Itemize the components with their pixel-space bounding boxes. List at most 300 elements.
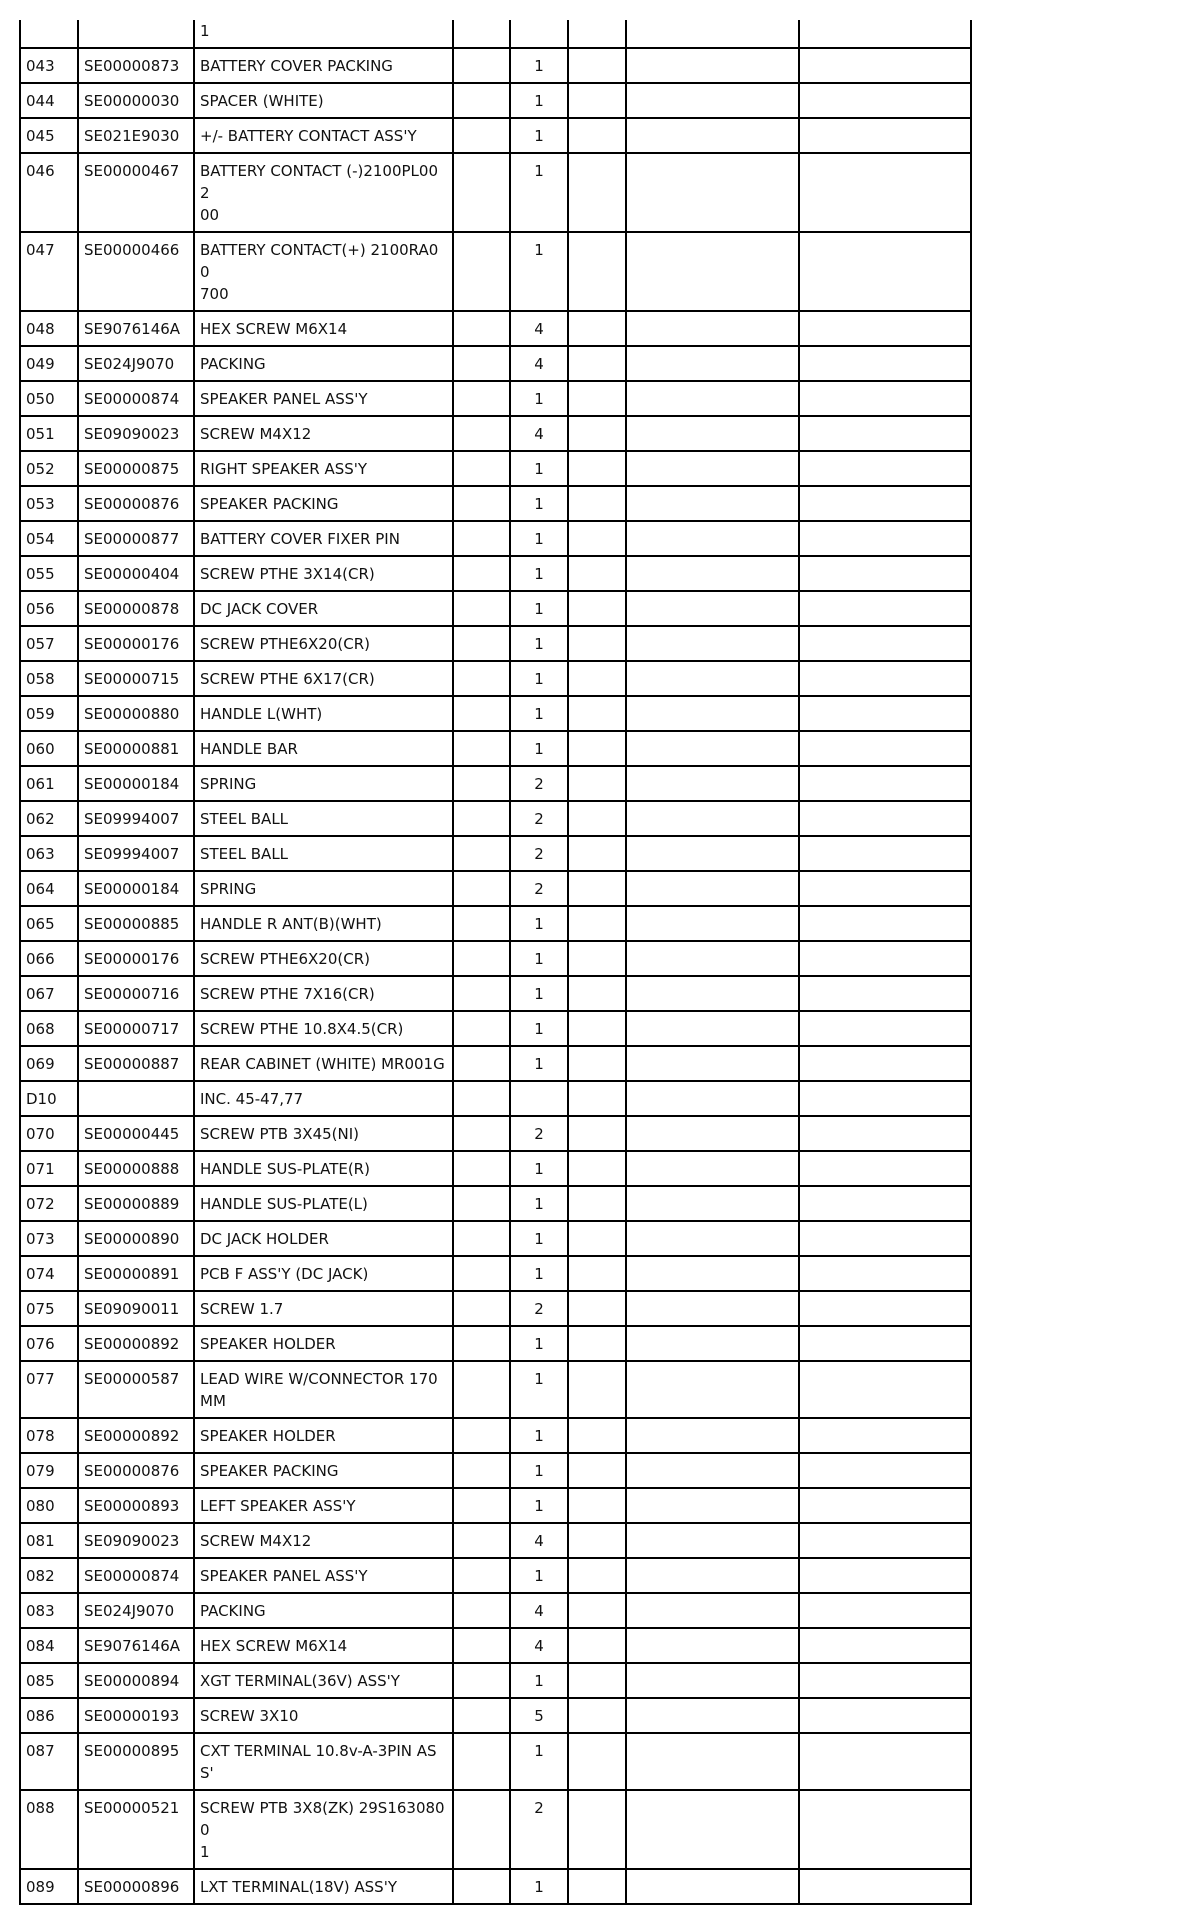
empty-cell [453,696,510,731]
empty-cell [568,661,626,696]
empty-cell [568,1011,626,1046]
empty-cell [799,416,971,451]
empty-cell [453,836,510,871]
quantity-cell: 1 [510,83,568,118]
empty-cell [799,1186,971,1221]
description-cell: HEX SCREW M6X14 [194,1628,453,1663]
empty-cell [453,1790,510,1869]
description-cell: DC JACK HOLDER [194,1221,453,1256]
empty-cell [626,661,799,696]
parts-table [19,20,972,1905]
description-cell: PACKING [194,1593,453,1628]
quantity-cell: 1 [510,626,568,661]
item-number-cell: 072 [20,1186,78,1221]
description-cell: BATTERY CONTACT(+) 2100RA00 700 [194,232,453,311]
quantity-cell: 1 [510,1453,568,1488]
empty-cell [453,1361,510,1418]
item-number-cell: 047 [20,232,78,311]
empty-cell [568,1698,626,1733]
empty-cell [626,48,799,83]
empty-cell [799,486,971,521]
item-number-cell: 049 [20,346,78,381]
quantity-cell: 1 [510,1361,568,1418]
quantity-cell [510,1081,568,1116]
description-cell: LXT TERMINAL(18V) ASS'Y [194,1869,453,1904]
item-number-cell: 089 [20,1869,78,1904]
description-cell: 1 [194,20,453,48]
empty-cell [568,311,626,346]
empty-cell [626,1291,799,1326]
empty-cell [626,906,799,941]
item-number-cell [20,20,78,48]
description-cell: BATTERY CONTACT (-)2100PL002 00 [194,153,453,232]
empty-cell [453,801,510,836]
part-number-cell: SE9076146A [78,1628,194,1663]
item-number-cell: 054 [20,521,78,556]
empty-cell [626,1326,799,1361]
empty-cell [799,1488,971,1523]
empty-cell [453,1326,510,1361]
part-number-cell: SE00000890 [78,1221,194,1256]
empty-cell [453,416,510,451]
empty-cell [799,48,971,83]
empty-cell [626,696,799,731]
empty-cell [626,521,799,556]
table-row [20,1116,971,1151]
part-number-cell: SE00000895 [78,1733,194,1790]
empty-cell [799,1291,971,1326]
table-row [20,871,971,906]
part-number-cell: SE00000875 [78,451,194,486]
description-cell: SPEAKER PACKING [194,1453,453,1488]
empty-cell [799,1418,971,1453]
part-number-cell: SE00000715 [78,661,194,696]
item-number-cell: 078 [20,1418,78,1453]
empty-cell [568,451,626,486]
empty-cell [453,766,510,801]
empty-cell [568,1116,626,1151]
description-cell: HANDLE R ANT(B)(WHT) [194,906,453,941]
part-number-cell: SE09090011 [78,1291,194,1326]
description-cell: SCREW PTB 3X45(NI) [194,1116,453,1151]
part-number-cell: SE00000878 [78,591,194,626]
empty-cell [453,906,510,941]
empty-cell [453,591,510,626]
item-number-cell: 083 [20,1593,78,1628]
table-row [20,1011,971,1046]
table-row [20,153,971,232]
description-cell: SCREW 3X10 [194,1698,453,1733]
empty-cell [626,1790,799,1869]
quantity-cell: 1 [510,591,568,626]
quantity-cell: 4 [510,1523,568,1558]
quantity-cell: 1 [510,556,568,591]
quantity-cell: 1 [510,1151,568,1186]
quantity-cell: 2 [510,1790,568,1869]
quantity-cell: 1 [510,1326,568,1361]
quantity-cell: 2 [510,766,568,801]
item-number-cell: 064 [20,871,78,906]
item-number-cell: 060 [20,731,78,766]
empty-cell [453,20,510,48]
empty-cell [568,591,626,626]
empty-cell [626,1256,799,1291]
description-cell: SCREW 1.7 [194,1291,453,1326]
part-number-cell: SE00000874 [78,1558,194,1593]
part-number-cell: SE00000881 [78,731,194,766]
description-cell: SPACER (WHITE) [194,83,453,118]
empty-cell [568,906,626,941]
empty-cell [799,1011,971,1046]
empty-cell [453,1733,510,1790]
table-row [20,346,971,381]
empty-cell [799,556,971,591]
description-cell: REAR CABINET (WHITE) MR001G [194,1046,453,1081]
table-row [20,1418,971,1453]
empty-cell [626,451,799,486]
part-number-cell: SE00000896 [78,1869,194,1904]
empty-cell [799,836,971,871]
part-number-cell: SE09994007 [78,801,194,836]
description-cell: STEEL BALL [194,836,453,871]
table-row [20,83,971,118]
part-number-cell: SE00000889 [78,1186,194,1221]
description-cell: HANDLE L(WHT) [194,696,453,731]
empty-cell [626,232,799,311]
empty-cell [626,1593,799,1628]
empty-cell [568,1663,626,1698]
item-number-cell: 063 [20,836,78,871]
part-number-cell: SE00000176 [78,941,194,976]
empty-cell [453,1291,510,1326]
table-row [20,118,971,153]
quantity-cell: 1 [510,521,568,556]
empty-cell [453,1488,510,1523]
table-row [20,416,971,451]
empty-cell [799,1326,971,1361]
empty-cell [453,232,510,311]
description-cell: HEX SCREW M6X14 [194,311,453,346]
quantity-cell: 1 [510,1663,568,1698]
empty-cell [626,1663,799,1698]
item-number-cell: 043 [20,48,78,83]
table-row [20,1151,971,1186]
item-number-cell: 062 [20,801,78,836]
empty-cell [799,1628,971,1663]
empty-cell [568,556,626,591]
empty-cell [453,1011,510,1046]
empty-cell [799,1593,971,1628]
empty-cell [799,1361,971,1418]
table-row [20,1869,971,1904]
empty-cell [453,1698,510,1733]
table-row [20,521,971,556]
table-row [20,1628,971,1663]
empty-cell [799,731,971,766]
empty-cell [799,346,971,381]
table-row [20,556,971,591]
item-number-cell: 056 [20,591,78,626]
part-number-cell: SE00000404 [78,556,194,591]
empty-cell [453,1256,510,1291]
table-row [20,731,971,766]
part-number-cell: SE00000717 [78,1011,194,1046]
empty-cell [568,1523,626,1558]
empty-cell [568,1151,626,1186]
empty-cell [568,346,626,381]
part-number-cell: SE00000716 [78,976,194,1011]
table-row [20,48,971,83]
empty-cell [626,486,799,521]
description-cell: BATTERY COVER PACKING [194,48,453,83]
table-row [20,801,971,836]
description-cell: RIGHT SPEAKER ASS'Y [194,451,453,486]
empty-cell [799,232,971,311]
empty-cell [568,976,626,1011]
quantity-cell: 1 [510,486,568,521]
part-number-cell: SE00000894 [78,1663,194,1698]
empty-cell [626,871,799,906]
empty-cell [626,346,799,381]
part-number-cell: SE00000893 [78,1488,194,1523]
item-number-cell: 082 [20,1558,78,1593]
item-number-cell: D10 [20,1081,78,1116]
table-row [20,1488,971,1523]
table-row [20,1790,971,1869]
empty-cell [626,153,799,232]
part-number-cell: SE00000885 [78,906,194,941]
quantity-cell: 1 [510,451,568,486]
empty-cell [568,83,626,118]
item-number-cell: 088 [20,1790,78,1869]
empty-cell [568,1593,626,1628]
empty-cell [568,1558,626,1593]
table-row [20,1698,971,1733]
quantity-cell: 1 [510,1221,568,1256]
empty-cell [568,1361,626,1418]
empty-cell [799,1081,971,1116]
quantity-cell: 2 [510,836,568,871]
item-number-cell: 061 [20,766,78,801]
part-number-cell: SE00000193 [78,1698,194,1733]
empty-cell [453,346,510,381]
quantity-cell: 1 [510,153,568,232]
table-row [20,232,971,311]
empty-cell [799,1046,971,1081]
empty-cell [453,1869,510,1904]
table-row [20,311,971,346]
empty-cell [453,153,510,232]
empty-cell [453,1081,510,1116]
empty-cell [568,626,626,661]
item-number-cell: 048 [20,311,78,346]
empty-cell [626,1418,799,1453]
item-number-cell: 070 [20,1116,78,1151]
item-number-cell: 069 [20,1046,78,1081]
parts-document [19,20,972,1905]
empty-cell [568,766,626,801]
quantity-cell: 1 [510,1256,568,1291]
description-cell: SCREW PTHE6X20(CR) [194,941,453,976]
item-number-cell: 050 [20,381,78,416]
part-number-cell: SE00000521 [78,1790,194,1869]
empty-cell [453,941,510,976]
empty-cell [626,976,799,1011]
description-cell: PCB F ASS'Y (DC JACK) [194,1256,453,1291]
item-number-cell: 087 [20,1733,78,1790]
description-cell: SPEAKER HOLDER [194,1418,453,1453]
empty-cell [799,153,971,232]
part-number-cell: SE00000877 [78,521,194,556]
part-number-cell: SE024J9070 [78,346,194,381]
description-cell: BATTERY COVER FIXER PIN [194,521,453,556]
quantity-cell: 1 [510,976,568,1011]
quantity-cell: 2 [510,871,568,906]
empty-cell [568,1081,626,1116]
empty-cell [568,1869,626,1904]
quantity-cell: 5 [510,1698,568,1733]
empty-cell [568,232,626,311]
empty-cell [453,661,510,696]
item-number-cell: 044 [20,83,78,118]
table-row [20,626,971,661]
empty-cell [568,836,626,871]
description-cell: SPRING [194,766,453,801]
empty-cell [453,48,510,83]
empty-cell [626,766,799,801]
empty-cell [799,1558,971,1593]
table-row [20,1663,971,1698]
item-number-cell: 080 [20,1488,78,1523]
table-row [20,1046,971,1081]
empty-cell [626,941,799,976]
empty-cell [799,1698,971,1733]
table-row [20,1256,971,1291]
quantity-cell: 1 [510,1011,568,1046]
item-number-cell: 074 [20,1256,78,1291]
table-row [20,1453,971,1488]
part-number-cell: SE00000888 [78,1151,194,1186]
empty-cell [453,1418,510,1453]
empty-cell [453,871,510,906]
parts-table-body [20,20,971,1904]
item-number-cell: 073 [20,1221,78,1256]
empty-cell [799,661,971,696]
part-number-cell: SE00000892 [78,1418,194,1453]
description-cell: SPEAKER PANEL ASS'Y [194,381,453,416]
empty-cell [799,1256,971,1291]
empty-cell [453,1523,510,1558]
item-number-cell: 051 [20,416,78,451]
table-row [20,591,971,626]
empty-cell [568,48,626,83]
part-number-cell: SE00000880 [78,696,194,731]
empty-cell [568,153,626,232]
description-cell: XGT TERMINAL(36V) ASS'Y [194,1663,453,1698]
empty-cell [453,1046,510,1081]
item-number-cell: 055 [20,556,78,591]
empty-cell [568,1221,626,1256]
quantity-cell: 4 [510,1593,568,1628]
empty-cell [568,696,626,731]
description-cell: LEAD WIRE W/CONNECTOR 170 MM [194,1361,453,1418]
description-cell: HANDLE SUS-PLATE(R) [194,1151,453,1186]
quantity-cell: 2 [510,801,568,836]
part-number-cell: SE00000176 [78,626,194,661]
empty-cell [626,20,799,48]
description-cell: SCREW PTHE 10.8X4.5(CR) [194,1011,453,1046]
quantity-cell: 1 [510,118,568,153]
empty-cell [799,1523,971,1558]
table-row [20,1593,971,1628]
empty-cell [799,1151,971,1186]
description-cell: SPEAKER PACKING [194,486,453,521]
empty-cell [626,118,799,153]
empty-cell [453,1558,510,1593]
quantity-cell: 4 [510,416,568,451]
empty-cell [568,871,626,906]
empty-cell [799,766,971,801]
item-number-cell: 081 [20,1523,78,1558]
part-number-cell: SE021E9030 [78,118,194,153]
empty-cell [799,1116,971,1151]
empty-cell [568,1790,626,1869]
part-number-cell: SE00000876 [78,486,194,521]
empty-cell [799,1663,971,1698]
item-number-cell: 085 [20,1663,78,1698]
part-number-cell: SE00000873 [78,48,194,83]
quantity-cell: 1 [510,1046,568,1081]
description-cell: INC. 45-47,77 [194,1081,453,1116]
empty-cell [453,118,510,153]
item-number-cell: 068 [20,1011,78,1046]
quantity-cell: 1 [510,381,568,416]
table-row [20,906,971,941]
empty-cell [799,83,971,118]
description-cell: SCREW PTHE6X20(CR) [194,626,453,661]
quantity-cell [510,20,568,48]
table-row [20,486,971,521]
quantity-cell: 4 [510,311,568,346]
quantity-cell: 1 [510,696,568,731]
part-number-cell: SE00000587 [78,1361,194,1418]
part-number-cell: SE00000184 [78,871,194,906]
table-row [20,836,971,871]
item-number-cell: 066 [20,941,78,976]
part-number-cell: SE00000874 [78,381,194,416]
empty-cell [626,1488,799,1523]
part-number-cell: SE00000184 [78,766,194,801]
quantity-cell: 1 [510,731,568,766]
empty-cell [568,1488,626,1523]
empty-cell [626,591,799,626]
empty-cell [626,381,799,416]
empty-cell [626,836,799,871]
empty-cell [453,381,510,416]
empty-cell [453,1186,510,1221]
quantity-cell: 1 [510,1186,568,1221]
description-cell: HANDLE BAR [194,731,453,766]
empty-cell [626,1081,799,1116]
item-number-cell: 076 [20,1326,78,1361]
empty-cell [799,1869,971,1904]
description-cell: SPEAKER HOLDER [194,1326,453,1361]
description-cell: HANDLE SUS-PLATE(L) [194,1186,453,1221]
quantity-cell: 1 [510,1558,568,1593]
empty-cell [453,976,510,1011]
description-cell: SCREW PTHE 6X17(CR) [194,661,453,696]
empty-cell [453,1593,510,1628]
